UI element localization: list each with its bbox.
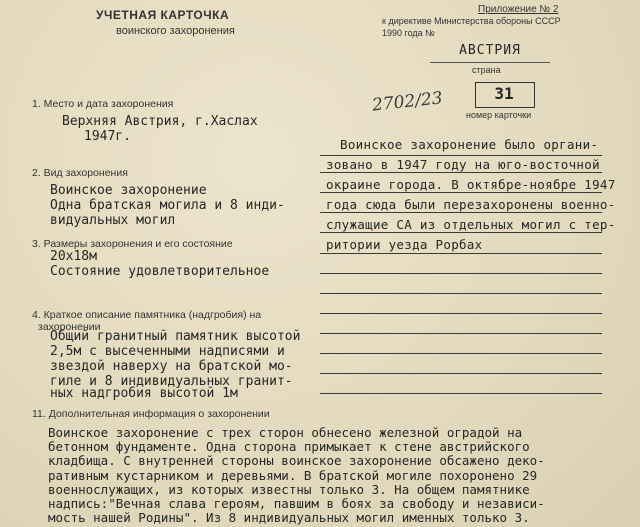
- ruled-line: [320, 373, 602, 374]
- ruled-line: [320, 313, 602, 314]
- country-value: АВСТРИЯ: [459, 43, 521, 58]
- annex-line-1: к директиве Министерства обороны СССР: [382, 16, 561, 26]
- field-11-line-4: ративным кустарником и деревьями. В братской могиле похоронено 29: [48, 467, 538, 483]
- country-label: страна: [472, 65, 501, 75]
- card-title: УЧЕТНАЯ КАРТОЧКА: [96, 8, 230, 22]
- field-4-line-3: звездой наверху на братской мо-: [50, 359, 293, 374]
- ruled-line: [320, 393, 602, 394]
- field-11-line-2: бетонном фундаменте. Одна сторона примыкает к стене австрийского: [48, 439, 530, 455]
- field-11-line-6: надпись:"Вечная слава героям, павшим в боях за свободу и независи-: [48, 496, 545, 512]
- field-11-label: 11. Дополнительная информация о захоронении: [32, 408, 270, 420]
- country-underline: [430, 62, 550, 63]
- ruled-line: [320, 232, 602, 233]
- field-2-line-1: Воинское захоронение: [50, 183, 207, 198]
- right-text-line-2: зовано в 1947 году на юго-восточной: [326, 157, 600, 172]
- right-text-line-4: года сюда были перезахоронены военно-: [326, 197, 616, 212]
- field-4-line-4: гиле и 8 индивидуальных гранит-: [50, 374, 293, 389]
- ruled-line: [320, 273, 602, 274]
- card-number-value: 31: [494, 84, 514, 103]
- field-4-line-5: ных надгробия высотой 1м: [50, 386, 238, 401]
- right-text-line-5: служащие СА из отдельных могил с тер-: [326, 217, 616, 232]
- field-4-line-1: Общий гранитный памятник высотой: [50, 329, 301, 344]
- ruled-line: [320, 353, 602, 354]
- field-2-label: 2. Вид захоронения: [32, 167, 128, 179]
- right-text-line-1: Воинское захоронение было органи-: [340, 137, 599, 152]
- annex-title: Приложение № 2: [478, 4, 559, 15]
- card-subtitle: воинского захоронения: [116, 25, 235, 37]
- field-4-label-line-1: 4. Краткое описание памятника (надгробия) на: [32, 309, 262, 321]
- right-text-line-3: окраине города. В октябре-ноябре 1947: [326, 177, 616, 192]
- ruled-line: [320, 212, 602, 213]
- ruled-line: [320, 155, 602, 156]
- field-11-line-1: Воинское захоронение с трех сторон обнесено железной оградой на: [48, 425, 523, 440]
- field-11-line-5: военнослужащих, из которых известны только 3. На общем памятнике: [48, 481, 530, 497]
- field-4-line-2: 2,5м с высеченными надписями и: [50, 344, 285, 359]
- field-2-line-2: Одна братская могила и 8 инди-: [50, 198, 285, 213]
- ruled-line: [320, 333, 602, 334]
- field-11-line-3: кладбища. С внутренней стороны воинское захоронение обсажено деко-: [48, 453, 545, 469]
- field-1-label: 1. Место и дата захоронения: [32, 98, 174, 110]
- field-1-line-2: 1947г.: [84, 129, 131, 144]
- field-2-line-3: видуальных могил: [50, 213, 176, 228]
- ruled-line: [320, 293, 602, 294]
- ruled-line: [320, 253, 602, 254]
- field-11-text: [48, 426, 545, 525]
- field-3-line-2: Состояние удовлетворительное: [50, 264, 270, 279]
- right-text-line-6: ритории уезда Рорбах: [326, 237, 483, 252]
- field-3-label: 3. Размеры захоронения и его состояние: [32, 238, 233, 250]
- annex-line-2: 1990 года №: [382, 28, 435, 38]
- field-4-label-line-2: захоронении: [38, 321, 101, 333]
- field-3-line-1: 20x18м: [50, 249, 97, 264]
- field-11-line-7: мость нашей Родины". Из 8 индивидуальных могил именных только 3.: [48, 510, 530, 526]
- field-1-line-1: Верхняя Австрия, г.Хаслах: [62, 114, 258, 129]
- ruled-line: [320, 192, 602, 193]
- handwritten-number: 2702/23: [371, 88, 444, 116]
- ruled-line: [320, 172, 602, 173]
- card-number-label: номер карточки: [466, 110, 532, 120]
